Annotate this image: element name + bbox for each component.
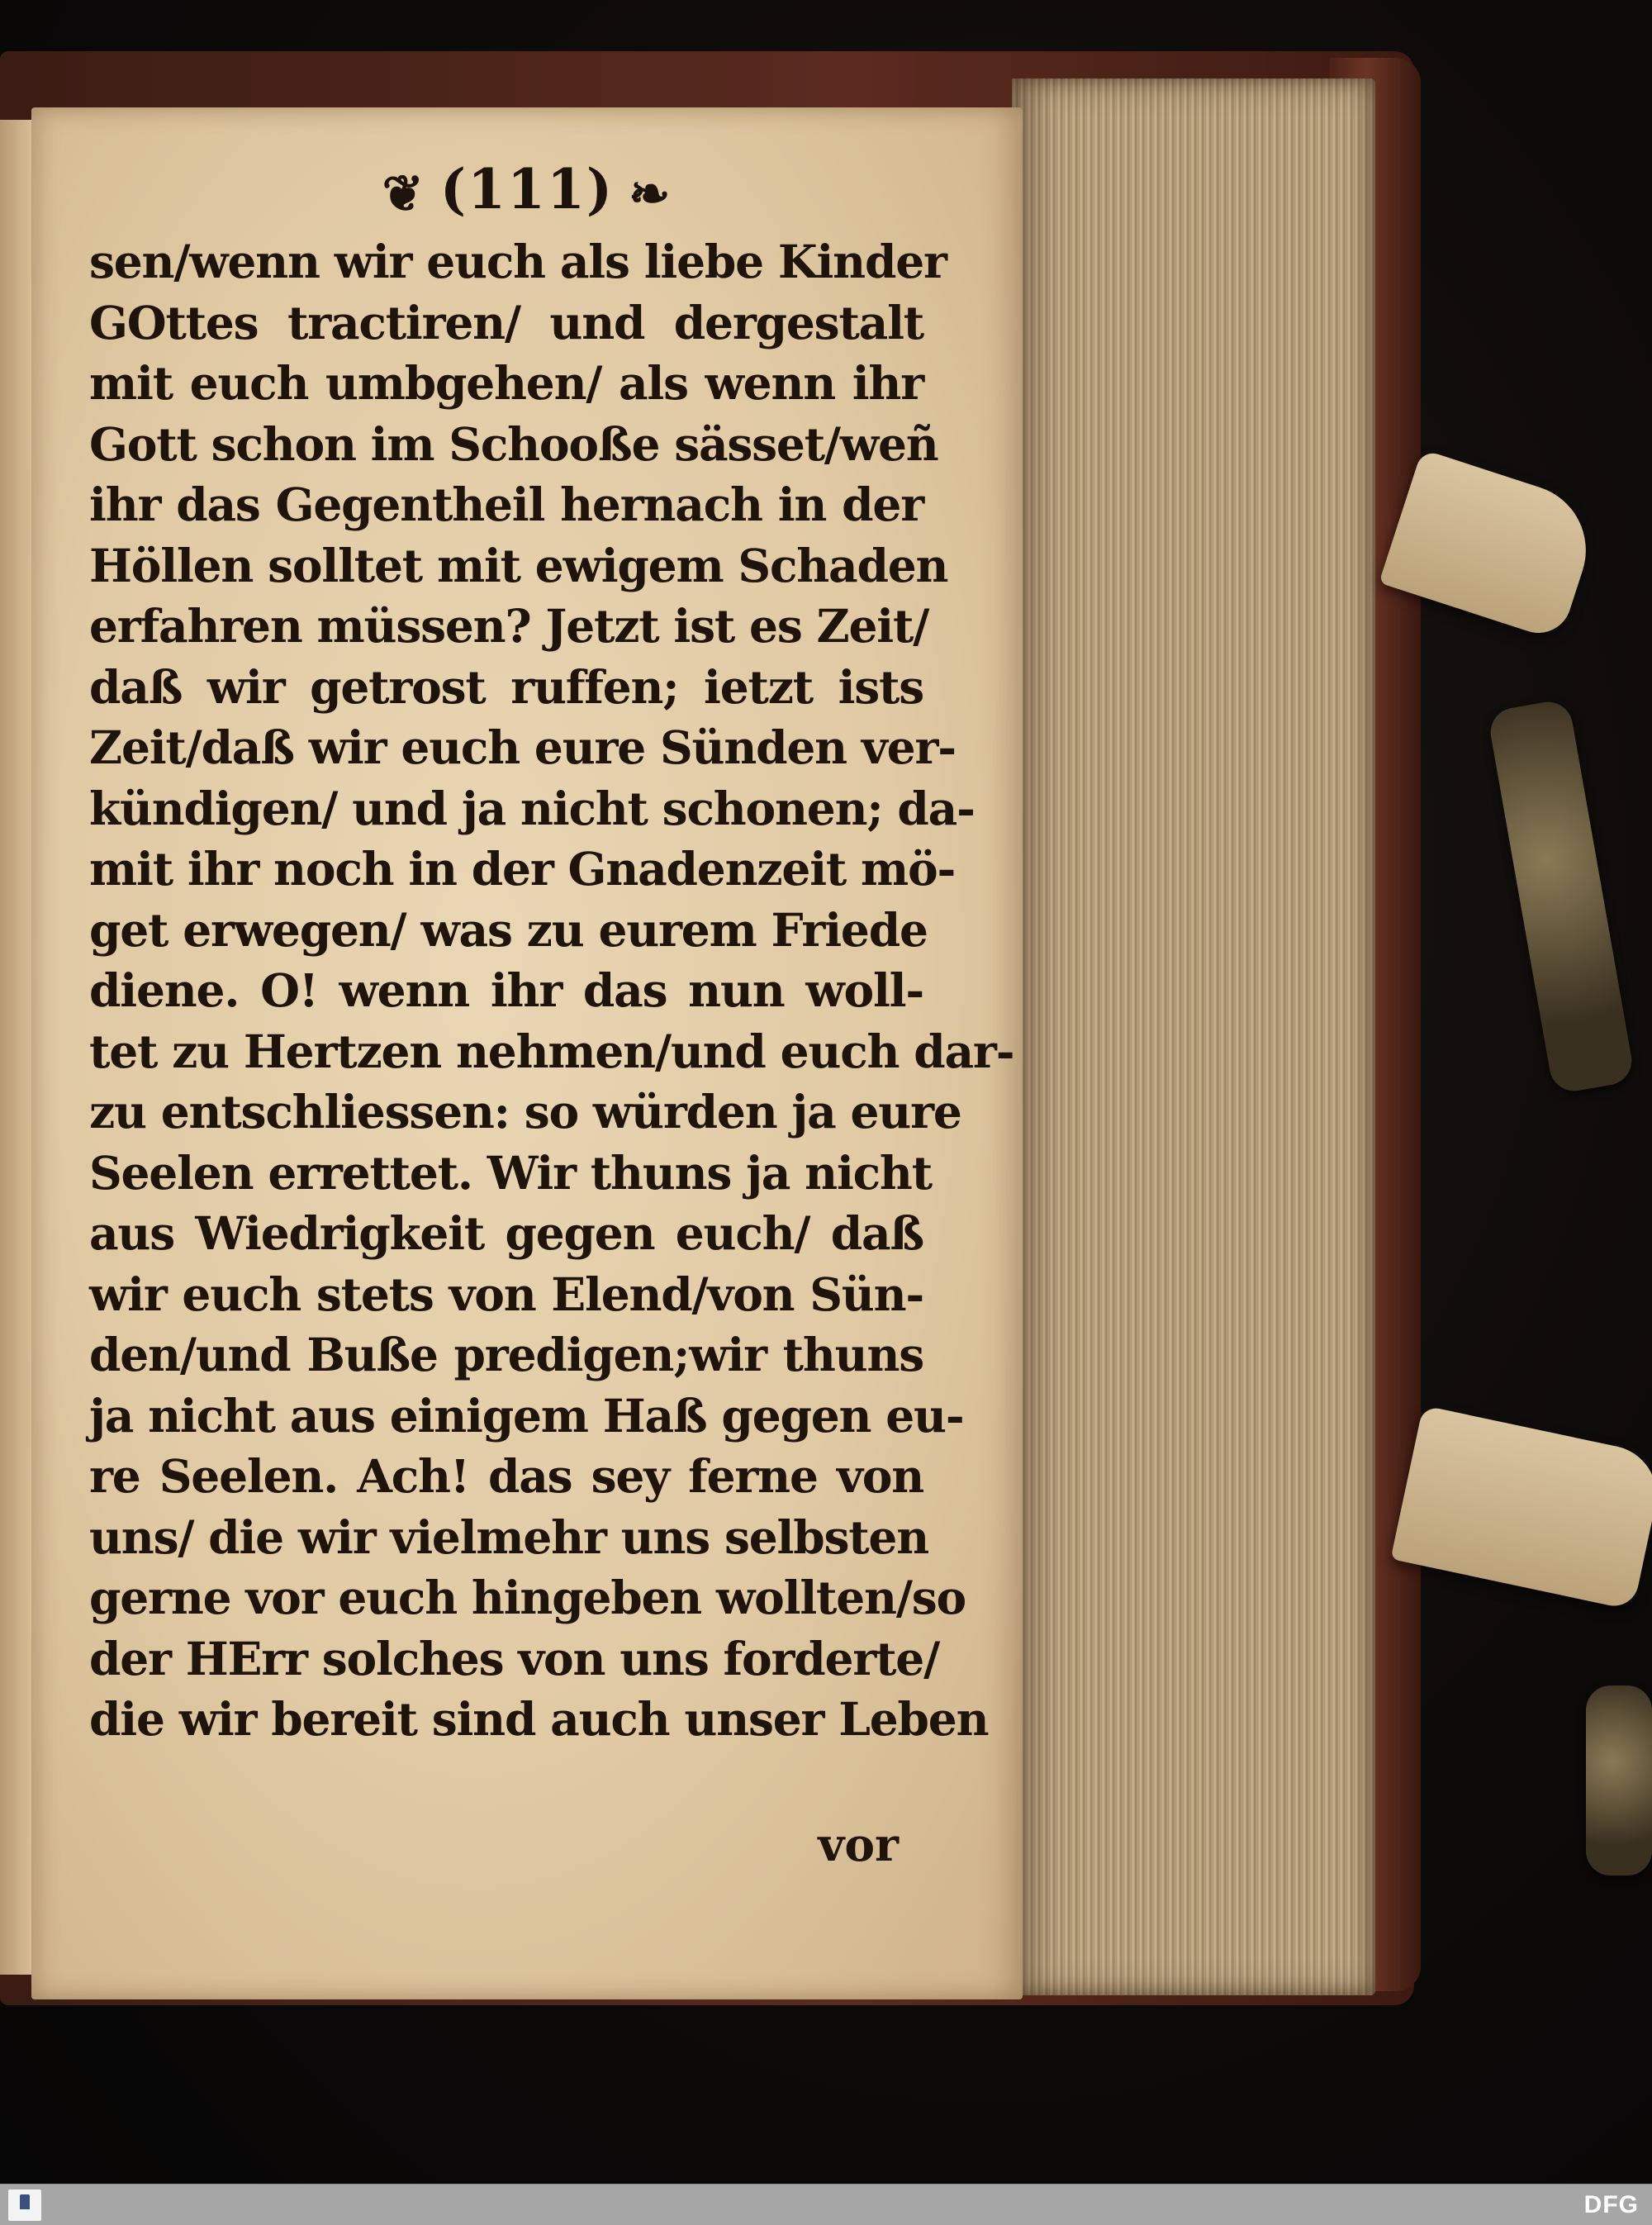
text-line: kündigen/ und ja nicht schonen; da- — [89, 781, 975, 835]
text-line: wir euch stets von Elend/von Sün- — [89, 1267, 923, 1321]
page-text-block — [89, 231, 1014, 1750]
text-line: mit euch umbgehen/ als wenn ihr — [89, 356, 923, 410]
library-logo-icon — [8, 2189, 41, 2221]
page-number: (111) — [439, 157, 615, 221]
left-ornament-icon: ❦ — [382, 165, 425, 223]
text-line: erfahren müssen? Jetzt ist es Zeit/ — [89, 599, 929, 653]
text-line: tet zu Hertzen nehmen/und euch dar- — [89, 1024, 1014, 1078]
text-line: uns/ die wir vielmehr uns selbsten — [89, 1509, 929, 1564]
text-line: Seelen errettet. Wir thuns ja nicht — [89, 1145, 932, 1200]
book-page — [31, 107, 1023, 1999]
text-line: mit ihr noch in der Gnadenzeit mö- — [89, 842, 956, 896]
text-line: diene. O! wenn ihr das nun woll- — [89, 963, 923, 1017]
text-line: ja nicht aus einigem Haß gegen eu- — [89, 1388, 964, 1443]
dfg-label: DFG — [1583, 2191, 1639, 2218]
text-line: der HErr solches von uns forderte/ — [89, 1631, 939, 1685]
text-line: ihr das Gegentheil hernach in der — [89, 478, 923, 531]
catchword: vor — [818, 1818, 899, 1871]
clasp-metal-bottom — [1586, 1685, 1652, 1876]
previous-page-edge — [0, 120, 35, 1975]
right-ornament-icon: ❧ — [629, 165, 672, 223]
text-line: Höllen solltet mit ewigem Schaden — [89, 538, 948, 592]
clasp-strap-bottom — [1391, 1405, 1652, 1610]
text-line: GOttes tractiren/ und dergestalt — [89, 295, 923, 349]
text-line: Gott schon im Schooße sässet/weñ — [89, 416, 938, 471]
text-line: get erwegen/ was zu eurem Friede — [89, 902, 928, 957]
text-line: aus Wiedrigkeit gegen euch/ daß — [89, 1206, 923, 1260]
page-header — [31, 157, 1023, 223]
text-line: die wir bereit sind auch unser Leben — [89, 1692, 989, 1746]
text-line: gerne vor euch hingeben wollten/so — [89, 1571, 966, 1624]
text-line: daß wir getrost ruffen; ietzt ists — [89, 659, 923, 714]
page-block-edges — [1012, 78, 1375, 1995]
library-logo-mark-icon — [20, 2194, 30, 2209]
text-line: den/und Buße predigen;wir thuns — [89, 1328, 923, 1381]
text-line: re Seelen. Ach! das sey ferne von — [89, 1449, 923, 1503]
text-line: sen/wenn wir euch als liebe Kinder — [89, 235, 947, 288]
viewer-footer-bar — [0, 2184, 1652, 2225]
text-line: Zeit/daß wir euch eure Sünden ver- — [89, 720, 956, 774]
text-line: zu entschliessen: so würden ja eure — [89, 1085, 961, 1139]
clasp-metal-top — [1487, 698, 1635, 1095]
